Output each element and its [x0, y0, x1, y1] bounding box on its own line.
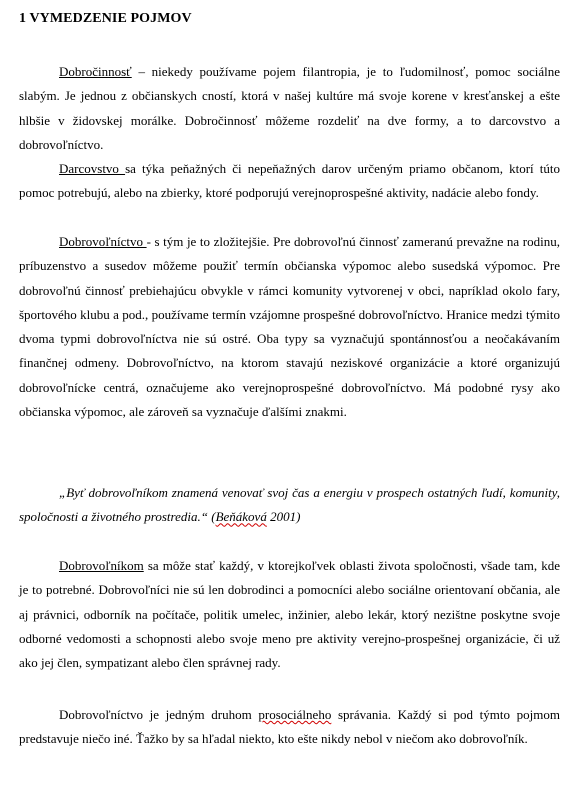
paragraph-dobrocinnost: [19, 60, 560, 157]
paragraph-darcovstvo: [19, 157, 560, 206]
quote-year: 2001): [266, 509, 301, 525]
section-heading: 1 VYMEDZENIE POJMOV: [19, 11, 192, 26]
paragraph-text: sa týka peňažných či nepeňažných darov určeným priamo občanom, ktorí túto pomoc potrebujú, alebo na zbierky, ktoré podporujú verejnoprospešné aktivity, nadácie alebo fondy.: [19, 161, 560, 201]
paragraph-dobrovolnikom: [19, 554, 560, 675]
paragraph-dobrovolnictvo: [19, 230, 560, 424]
term-darcovstvo: Darcovstvo: [59, 161, 126, 176]
spellcheck-marked-word: prosociálneho: [258, 707, 332, 722]
paragraph-text-end: správania. Každý si pod týmto pojmom predstavuje niečo iné. Ťažko by sa hľadal niekto, kto ešte nikdy nebol v niečom ako dobrovoľník.: [19, 707, 560, 747]
paragraph-text: – niekedy používame pojem filantropia, je to ľudomilnosť, pomoc sociálne slabým. Je jednou z občianskych cností, ktorá v našej kultúre má svoje korene v kresťanskej a ešte hlbšie v židovskej morálke. Dobročinnosť môžeme rozdeliť na dve formy, a to darcovstvo a dobrovoľníctvo.: [19, 64, 560, 152]
paragraph-text: - s tým je to zložitejšie. Pre dobrovoľnú činnosť zameranú prevažne na rodinu, príbuzenstvo a susedov môžeme použiť termín občianska výpomoc alebo susedská výpomoc. Pre dobrovoľnú činnosť prebiehajúcu obvykle v rámci komunity vytvorenej v obci, napríklad okolo fary, športového klubu a pod., používame termín vzájomne prospešné dobrovoľníctvo. Hranice medzi týmito dvoma typmi dobrovoľníctva nie sú ostré. Oba typy sa vyznačujú spontánnosťou a neočakávaním finančnej odmeny. Dobrovoľníctvo, na ktorom stavajú neziskové organizácie a ktoré organizujú dobrovoľnícke centrá, označujeme ako verejnoprospešné dobrovoľníctvo. Má podobné rysy ako občianska výpomoc, ale zároveň sa vyznačuje ďalšími znakmi.: [19, 234, 560, 420]
term-dobrovolnictvo: Dobrovoľníctvo: [59, 234, 147, 249]
term-dobrovolnikom: Dobrovoľníkom: [59, 558, 144, 573]
paragraph-text-start: Dobrovoľníctvo je jedným druhom: [59, 707, 259, 722]
quote-author: Beňáková: [215, 509, 267, 525]
quote-text: „Byť dobrovoľníkom znamená venovať svoj čas a energiu v prospech ostatných ľudí, komunity, spoločnosti a životného prostredia.“ (: [19, 485, 560, 525]
quote-paragraph: [19, 481, 560, 530]
term-dobrocinnost: Dobročinnosť: [59, 64, 132, 79]
paragraph-text: sa môže stať každý, v ktorejkoľvek oblasti života spoločnosti, všade tam, kde je to potrebné. Dobrovoľníci nie sú len dobrodinci a pomocníci alebo sociálne orientovaní občania, ale aj právnici, odborník na počítače, politik umelec, inžinier, alebo lekár, ktorý nezištne poskytne svoje odborné vedomosti a schopnosti alebo svoje meno pre aktivity verejno-prospešnej organizácie, či už ako jej člen, sympatizant alebo člen správnej rady.: [19, 558, 560, 671]
paragraph-prosocialne: [19, 703, 560, 752]
